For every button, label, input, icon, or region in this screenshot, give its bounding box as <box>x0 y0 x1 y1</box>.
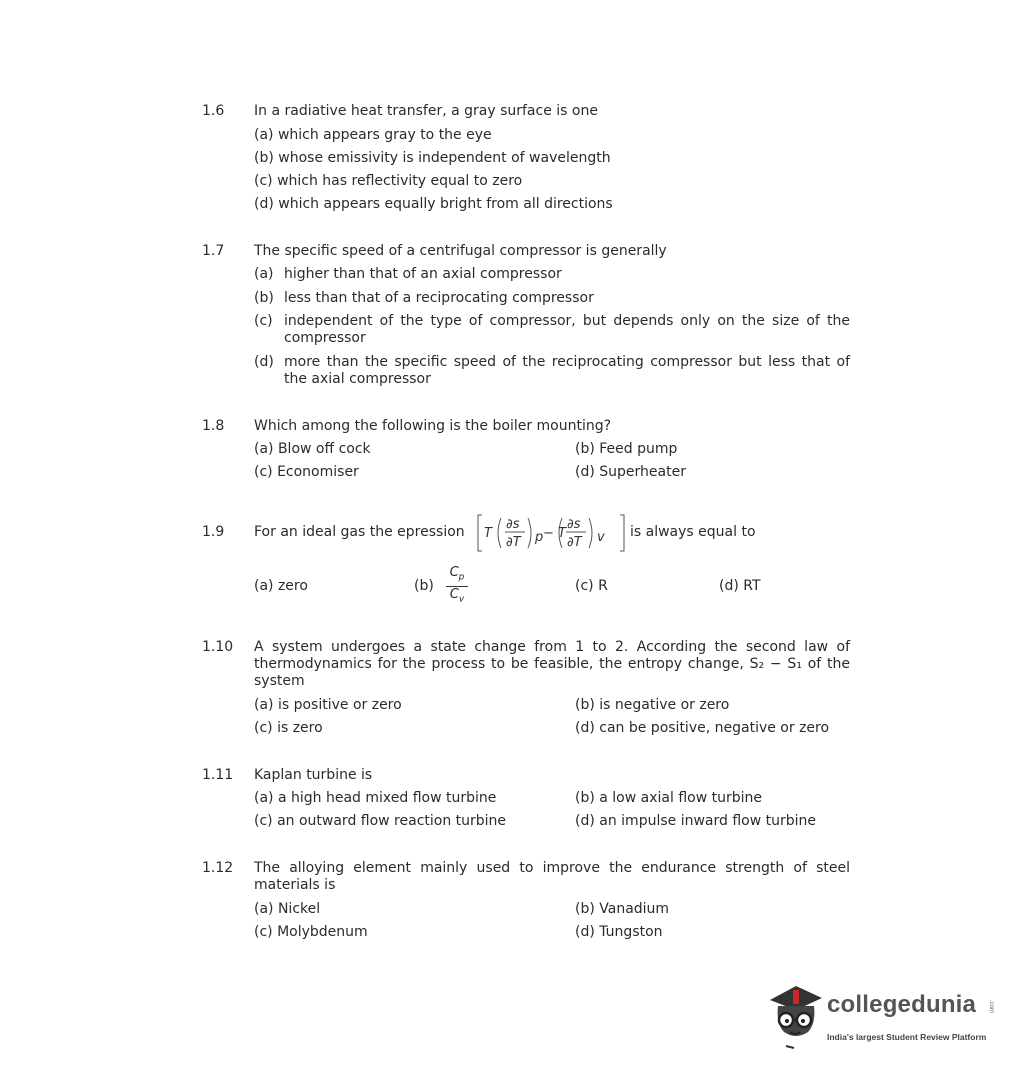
math-dt-2: ∂T <box>567 535 582 550</box>
student-mascot-icon <box>766 980 826 1050</box>
option-d: (d) Tungston <box>575 924 663 940</box>
option-c: (c) which has reflectivity equal to zero <box>254 173 523 189</box>
math-dt-1: ∂T <box>506 535 521 550</box>
question-stem: The alloying element mainly used to improve the endurance strength of steel materials is <box>254 860 850 893</box>
option-d: (d) an impulse inward flow turbine <box>575 813 817 829</box>
question-stem: A system undergoes a state change from 1 to 2. According the second law of thermodynamics for the process to be feasible, the entropy change, S₂ − S₁ of the system <box>254 639 850 689</box>
option-a: (a) Blow off cock <box>254 441 371 457</box>
brand-tagline: India's largest Student Review Platform <box>827 1032 987 1042</box>
question-stem-after: is always equal to <box>630 524 756 540</box>
question-number: 1.12 <box>202 860 234 876</box>
option-b: (b) Feed pump <box>575 441 678 457</box>
brand-name: collegedunia <box>827 991 977 1018</box>
question-stem: In a radiative heat transfer, a gray surface is one <box>254 103 598 119</box>
question-number: 1.6 <box>202 103 225 119</box>
option-c: (c) Molybdenum <box>254 924 368 940</box>
option-label: (a) <box>254 266 274 282</box>
question-stem: Kaplan turbine is <box>254 767 373 783</box>
option-text: less than that of a reciprocating compressor <box>284 290 594 306</box>
option-b <box>254 290 850 307</box>
option-b-fraction <box>446 566 468 606</box>
option-d: (d) which appears equally bright from all directions <box>254 196 613 212</box>
option-label: (b) <box>254 290 274 306</box>
option-c: (c) Economiser <box>254 464 359 480</box>
option-b: (b) whose emissivity is independent of wavelength <box>254 150 611 166</box>
math-v: v <box>597 530 605 545</box>
option-text: independent of the type of compressor, but depends only on the size of the compressor <box>284 313 850 346</box>
question-number: 1.11 <box>202 767 234 783</box>
question-stem-before: For an ideal gas the epression <box>254 524 465 540</box>
question-number: 1.9 <box>202 524 225 540</box>
option-text: more than the specific speed of the reciprocating compressor but less that of the axial compressor <box>284 354 850 387</box>
math-minus-t: − T <box>543 526 566 541</box>
option-a: (a) which appears gray to the eye <box>254 127 492 143</box>
denominator-c: C <box>449 586 459 602</box>
option-b: (b) is negative or zero <box>575 697 730 713</box>
option-c: (c) R <box>575 578 608 594</box>
math-t: T <box>484 526 492 541</box>
option-d: (d) can be positive, negative or zero <box>575 720 830 736</box>
option-c: (c) an outward flow reaction turbine <box>254 813 507 829</box>
question-number: 1.10 <box>202 639 234 655</box>
math-ds-2: ∂s <box>567 517 581 532</box>
question-number: 1.8 <box>202 418 225 434</box>
option-label: (d) <box>254 354 274 370</box>
entropy-expression <box>476 512 626 554</box>
option-a: (a) is positive or zero <box>254 697 402 713</box>
option-a: (a) a high head mixed flow turbine <box>254 790 497 806</box>
math-ds-1: ∂s <box>506 517 520 532</box>
denominator-sub: v <box>458 594 465 605</box>
numerator-sub: p <box>458 572 465 583</box>
question-stem: Which among the following is the boiler mounting? <box>254 418 612 434</box>
option-c: (c) is zero <box>254 720 323 736</box>
question-stem: The specific speed of a centrifugal compressor is generally <box>254 243 667 259</box>
option-b: (b) a low axial flow turbine <box>575 790 762 806</box>
question-number: 1.7 <box>202 243 225 259</box>
math-p: p <box>535 530 544 545</box>
option-c <box>254 313 850 346</box>
option-text: higher than that of an axial compressor <box>284 266 562 282</box>
option-b-label: (b) <box>414 578 434 594</box>
option-d: (d) RT <box>719 578 761 594</box>
fraction-denominator <box>449 586 465 605</box>
fraction-numerator <box>449 565 465 583</box>
option-d <box>254 354 850 387</box>
numerator-c: C <box>449 565 459 580</box>
option-d: (d) Superheater <box>575 464 686 480</box>
option-b: (b) Vanadium <box>575 901 670 917</box>
brand-suffix: .com <box>988 1000 994 1014</box>
option-a <box>254 266 850 283</box>
option-label: (c) <box>254 313 273 329</box>
option-a: (a) Nickel <box>254 901 321 917</box>
option-a: (a) zero <box>254 578 308 594</box>
